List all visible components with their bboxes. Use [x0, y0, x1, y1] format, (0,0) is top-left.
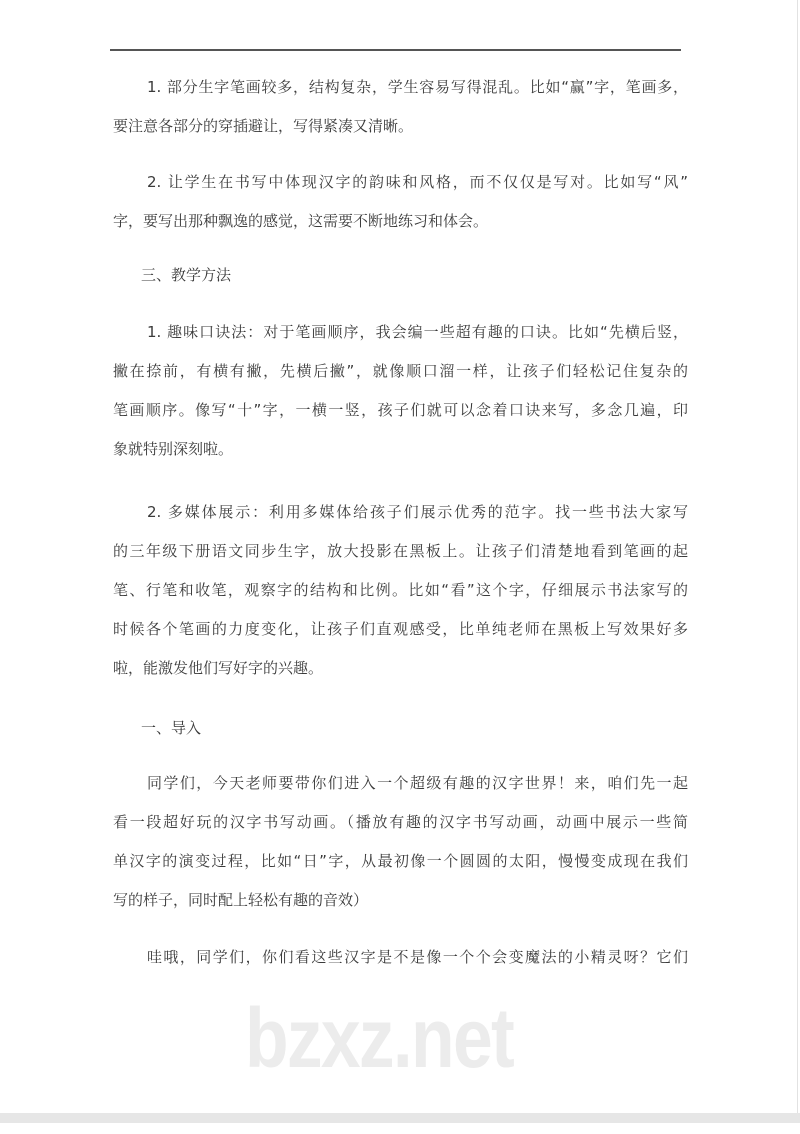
text-line: 笔画顺序。像写“十”字，一横一竖，孩子们就可以念着口诀来写，多念几遍，印 — [113, 401, 688, 419]
text-line: 哇哦，同学们，你们看这些汉字是不是像一个个会变魔法的小精灵呀？它们 — [147, 948, 688, 966]
text-line: 同学们，今天老师要带你们进入一个超级有趣的汉字世界！来，咱们先一起 — [147, 774, 688, 792]
page-separator — [0, 1113, 800, 1123]
paragraph-2 — [113, 163, 688, 241]
text-line: 2. 多媒体展示：利用多媒体给孩子们展示优秀的范字。找一些书法大家写 — [147, 503, 688, 521]
text-line: 的三年级下册语文同步生字，放大投影在黑板上。让孩子们清楚地看到笔画的起 — [113, 542, 688, 560]
text-line: 啦，能激发他们写好字的兴趣。 — [113, 659, 324, 677]
text-line: 要注意各部分的穿插避让，写得紧凑又清晰。 — [113, 117, 414, 135]
text-line: 字，要写出那种飘逸的感觉，这需要不断地练习和体会。 — [113, 212, 489, 230]
paragraph-1 — [113, 68, 688, 146]
text-line: 象就特别深刻啦。 — [113, 440, 234, 458]
text-line: 写的样子，同时配上轻松有趣的音效） — [113, 891, 369, 909]
text-line: 1. 部分生字笔画较多，结构复杂，学生容易写得混乱。比如“赢”字，笔画多， — [147, 78, 688, 96]
text-line: 单汉字的演变过程，比如“日”字，从最初像一个圆圆的太阳，慢慢变成现在我们 — [113, 852, 688, 870]
text-line: 看一段超好玩的汉字书写动画。（播放有趣的汉字书写动画，动画中展示一些简 — [113, 813, 688, 831]
text-line: 撇在捺前，有横有撇，先横后撇”，就像顺口溜一样，让孩子们轻松记住复杂的 — [113, 362, 688, 380]
text-line: 1. 趣味口诀法：对于笔画顺序，我会编一些超有趣的口诀。比如“先横后竖， — [147, 323, 688, 341]
section-heading-teaching-methods: 三、教学方法 — [141, 266, 232, 284]
paragraph-6 — [113, 938, 688, 977]
text-line: 笔、行笔和收笔，观察字的结构和比例。比如“看”这个字，仔细展示书法家写的 — [113, 581, 688, 599]
text-line: 2. 让学生在书写中体现汉字的韵味和风格，而不仅仅是写对。比如写“风” — [147, 173, 688, 191]
header-rule — [110, 49, 681, 51]
paragraph-3 — [113, 313, 688, 469]
watermark: bzxz.net — [245, 991, 514, 1085]
section-heading-introduction: 一、导入 — [141, 719, 202, 737]
text-line: 时候各个笔画的力度变化，让孩子们直观感受，比单纯老师在黑板上写效果好多 — [113, 620, 688, 638]
paragraph-5 — [113, 764, 688, 920]
paragraph-4 — [113, 493, 688, 688]
